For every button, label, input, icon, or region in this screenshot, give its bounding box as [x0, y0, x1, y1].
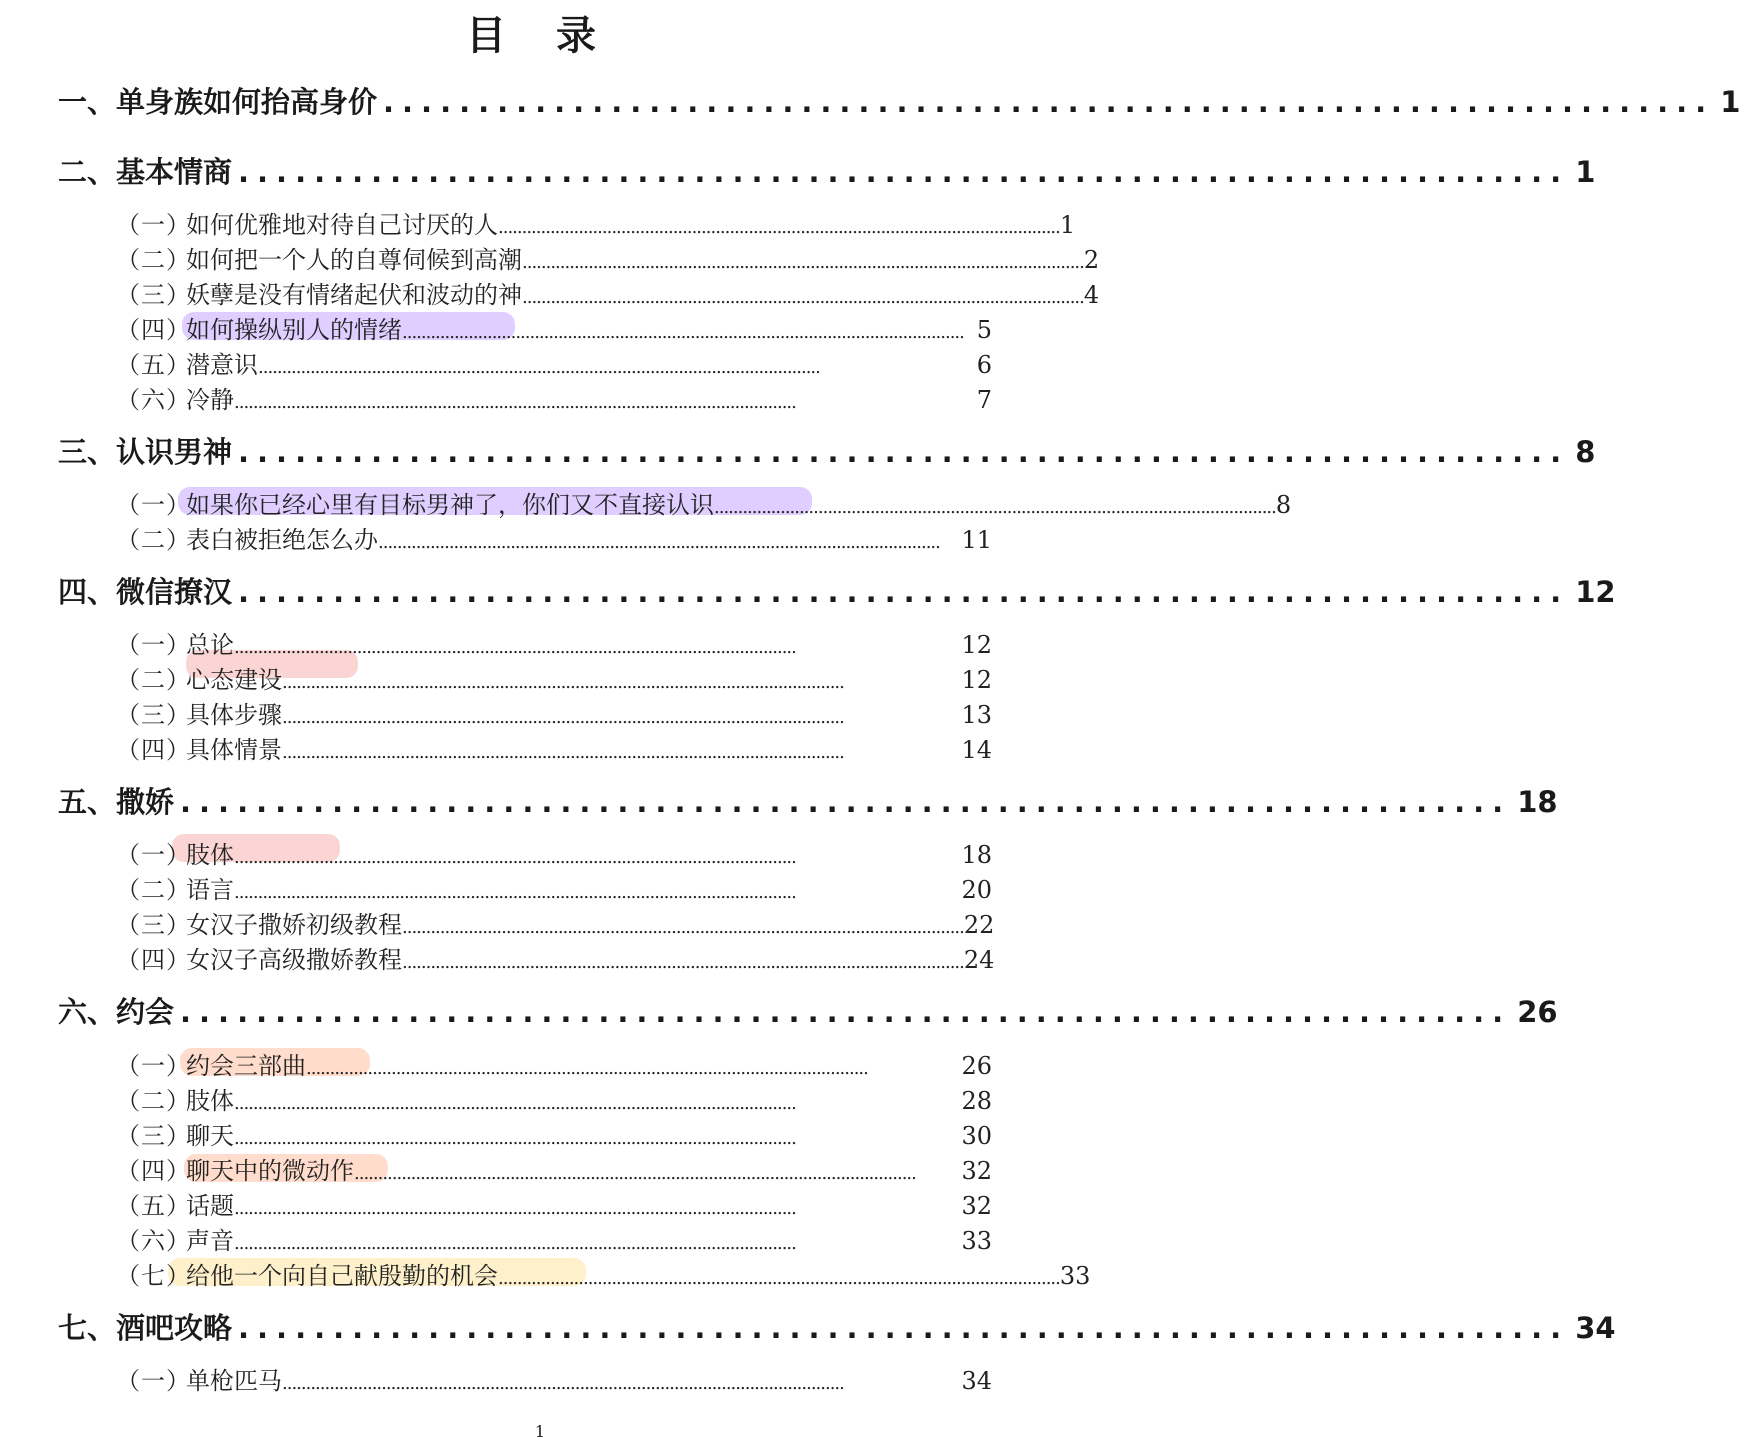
sub-title: 肢体 — [186, 1087, 234, 1115]
sub-number: （三） — [116, 281, 191, 309]
sub-title: 单枪匹马 — [186, 1367, 282, 1395]
sub-title: 具体步骤 — [186, 701, 282, 729]
page-number: 2 — [1083, 246, 1100, 274]
section-title: 五、撒娇 — [58, 785, 175, 819]
sub-number: （五） — [116, 351, 191, 379]
leader-dots: ....................................................................................................................... — [234, 847, 796, 868]
sub-title: 女汉子高级撒娇教程 — [186, 946, 402, 974]
sub-number: （一） — [116, 631, 191, 659]
page-number: 1 — [1720, 85, 1740, 119]
toc-section[interactable] — [58, 430, 1596, 471]
section-title: 二、基本情商 — [58, 155, 233, 189]
leader-dots: ...................................................................... — [238, 155, 1570, 189]
sub-number: （六） — [116, 386, 191, 414]
page-number: 12 — [1575, 575, 1616, 609]
sub-title: 声音 — [186, 1227, 234, 1255]
page-number: 26 — [1517, 995, 1558, 1029]
leader-dots: ...................................................................... — [238, 1311, 1570, 1345]
sub-title: 心态建设 — [186, 666, 282, 694]
toc-subsection[interactable] — [116, 1186, 992, 1221]
leader-dots: ...................................................................... — [180, 995, 1512, 1029]
page-number: 13 — [961, 701, 992, 729]
sub-number: （二） — [116, 246, 191, 274]
page-number: 24 — [963, 946, 995, 974]
toc-subsection[interactable] — [116, 1221, 992, 1256]
leader-dots: ....................................................................................................................... — [282, 742, 844, 763]
leader-dots: ....................................................................................................................... — [282, 707, 844, 728]
sub-number: （五） — [116, 1192, 191, 1220]
sub-number: （三） — [116, 911, 191, 939]
leader-dots: ....................................................................................................................... — [282, 1373, 844, 1394]
page-number: 14 — [961, 736, 992, 764]
sub-title: 给他一个向自己献殷勤的机会 — [186, 1262, 498, 1290]
toc-section[interactable] — [58, 80, 1740, 121]
toc-subsection[interactable] — [116, 940, 995, 975]
page-number: 32 — [961, 1192, 992, 1220]
toc-subsection[interactable] — [116, 660, 992, 695]
toc-subsection[interactable] — [116, 730, 992, 765]
sub-number: （二） — [116, 1087, 191, 1115]
page-number: 33 — [1059, 1262, 1091, 1290]
toc-subsection[interactable] — [116, 1151, 992, 1186]
toc-subsection[interactable] — [116, 380, 992, 415]
page-number: 11 — [961, 526, 992, 554]
page-number: 30 — [961, 1122, 992, 1150]
leader-dots: ...................................................................... — [238, 575, 1570, 609]
sub-number: （一） — [116, 491, 191, 519]
page-number: 8 — [1275, 491, 1292, 519]
sub-title: 总论 — [186, 631, 234, 659]
page-number: 7 — [976, 386, 992, 414]
page-number: 5 — [976, 316, 992, 344]
sub-title: 具体情景 — [186, 736, 282, 764]
leader-dots: ....................................................................................................................... — [714, 497, 1276, 518]
leader-dots: ....................................................................................................................... — [234, 882, 796, 903]
sub-number: （一） — [116, 1367, 191, 1395]
toc-subsection[interactable] — [116, 345, 992, 380]
section-title: 三、认识男神 — [58, 435, 233, 469]
leader-dots: ....................................................................................................................... — [234, 392, 796, 413]
page-number: 20 — [961, 876, 992, 904]
footer-page-number: 1 — [534, 1422, 546, 1441]
toc-section[interactable] — [58, 1306, 1616, 1347]
page-number: 34 — [961, 1367, 992, 1395]
sub-number: （四） — [116, 946, 191, 974]
toc-subsection[interactable] — [116, 1361, 992, 1396]
toc-subsection[interactable] — [116, 1081, 992, 1116]
page-number: 4 — [1083, 281, 1100, 309]
toc-section[interactable] — [58, 150, 1596, 191]
sub-title: 话题 — [186, 1192, 234, 1220]
sub-number: （四） — [116, 316, 191, 344]
sub-number: （六） — [116, 1227, 191, 1255]
toc-section[interactable] — [58, 570, 1616, 611]
sub-number: （一） — [116, 211, 191, 239]
leader-dots: ....................................................................................................................... — [402, 952, 964, 973]
sub-number: （三） — [116, 1122, 191, 1150]
sub-number: （一） — [116, 1052, 191, 1080]
toc-subsection[interactable] — [116, 905, 995, 940]
leader-dots: ....................................................................................................................... — [234, 1128, 796, 1149]
section-title: 七、酒吧攻略 — [58, 1311, 233, 1345]
leader-dots: ...................................................................... — [180, 785, 1512, 819]
leader-dots: ....................................................................................................................... — [258, 357, 820, 378]
leader-dots: ....................................................................................................................... — [522, 252, 1084, 273]
toc-subsection[interactable] — [116, 240, 1100, 275]
page-number: 18 — [1517, 785, 1558, 819]
page-number: 8 — [1575, 435, 1596, 469]
sub-title: 约会三部曲 — [186, 1052, 306, 1080]
leader-dots: ....................................................................................................................... — [282, 672, 844, 693]
leader-dots: ....................................................................................................................... — [402, 322, 964, 343]
page-number: 18 — [961, 841, 992, 869]
page-number: 32 — [961, 1157, 992, 1185]
sub-number: （四） — [116, 1157, 191, 1185]
leader-dots: ...................................................................... — [383, 85, 1715, 119]
page-number: 1 — [1059, 211, 1076, 239]
section-title: 六、约会 — [58, 995, 175, 1029]
toc-subsection[interactable] — [116, 1046, 992, 1081]
toc-subsection[interactable] — [116, 1116, 992, 1151]
page-number: 34 — [1575, 1311, 1616, 1345]
toc-subsection[interactable] — [116, 870, 992, 905]
sub-number: （二） — [116, 876, 191, 904]
sub-title: 女汉子撒娇初级教程 — [186, 911, 402, 939]
sub-title: 语言 — [186, 876, 234, 904]
sub-title: 聊天中的微动作 — [186, 1157, 354, 1185]
sub-number: （二） — [116, 666, 191, 694]
sub-title: 潜意识 — [186, 351, 258, 379]
toc-subsection[interactable] — [116, 275, 1100, 310]
sub-title: 冷静 — [186, 386, 234, 414]
toc-subsection[interactable] — [116, 310, 992, 345]
sub-title: 肢体 — [186, 841, 234, 869]
sub-number: （四） — [116, 736, 191, 764]
page-number: 33 — [961, 1227, 992, 1255]
leader-dots: ....................................................................................................................... — [402, 917, 964, 938]
toc-subsection[interactable] — [116, 835, 992, 870]
section-title: 四、微信撩汉 — [58, 575, 233, 609]
sub-number: （二） — [116, 526, 191, 554]
toc-subsection[interactable] — [116, 625, 992, 660]
sub-title: 如果你已经心里有目标男神了，你们又不直接认识 — [186, 491, 714, 519]
sub-number: （三） — [116, 701, 191, 729]
page-number: 22 — [963, 911, 995, 939]
toc-subsection[interactable] — [116, 205, 1076, 240]
page-number: 1 — [1575, 155, 1596, 189]
toc-section[interactable] — [58, 990, 1558, 1031]
sub-title: 妖孽是没有情绪起伏和波动的神 — [186, 281, 522, 309]
leader-dots: ....................................................................................................................... — [498, 1268, 1060, 1289]
leader-dots: ....................................................................................................................... — [234, 1093, 796, 1114]
leader-dots: ....................................................................................................................... — [234, 1198, 796, 1219]
sub-title: 如何操纵别人的情绪 — [186, 316, 402, 344]
toc-subsection[interactable] — [116, 1256, 1091, 1291]
sub-number: （七） — [116, 1262, 191, 1290]
page-title: 目 录 — [466, 13, 614, 59]
sub-title: 如何把一个人的自尊伺候到高潮 — [186, 246, 522, 274]
leader-dots: ....................................................................................................................... — [354, 1163, 916, 1184]
page-number: 26 — [961, 1052, 992, 1080]
page-number: 28 — [961, 1087, 992, 1115]
toc-subsection[interactable] — [116, 485, 1292, 520]
section-title: 一、单身族如何抬高身价 — [58, 85, 378, 119]
page-number: 6 — [976, 351, 992, 379]
toc-section[interactable] — [58, 780, 1558, 821]
sub-number: （一） — [116, 841, 191, 869]
sub-title: 聊天 — [186, 1122, 234, 1150]
page-number: 12 — [961, 631, 992, 659]
leader-dots: ....................................................................................................................... — [498, 217, 1060, 238]
toc-subsection[interactable] — [116, 520, 992, 555]
sub-title: 表白被拒绝怎么办 — [186, 526, 378, 554]
sub-title: 如何优雅地对待自己讨厌的人 — [186, 211, 498, 239]
leader-dots: ....................................................................................................................... — [522, 287, 1084, 308]
leader-dots: ...................................................................... — [238, 435, 1570, 469]
leader-dots: ....................................................................................................................... — [378, 532, 940, 553]
leader-dots: ....................................................................................................................... — [306, 1058, 868, 1079]
toc-subsection[interactable] — [116, 695, 992, 730]
leader-dots: ....................................................................................................................... — [234, 1233, 796, 1254]
leader-dots: ....................................................................................................................... — [234, 637, 796, 658]
page-number: 12 — [961, 666, 992, 694]
